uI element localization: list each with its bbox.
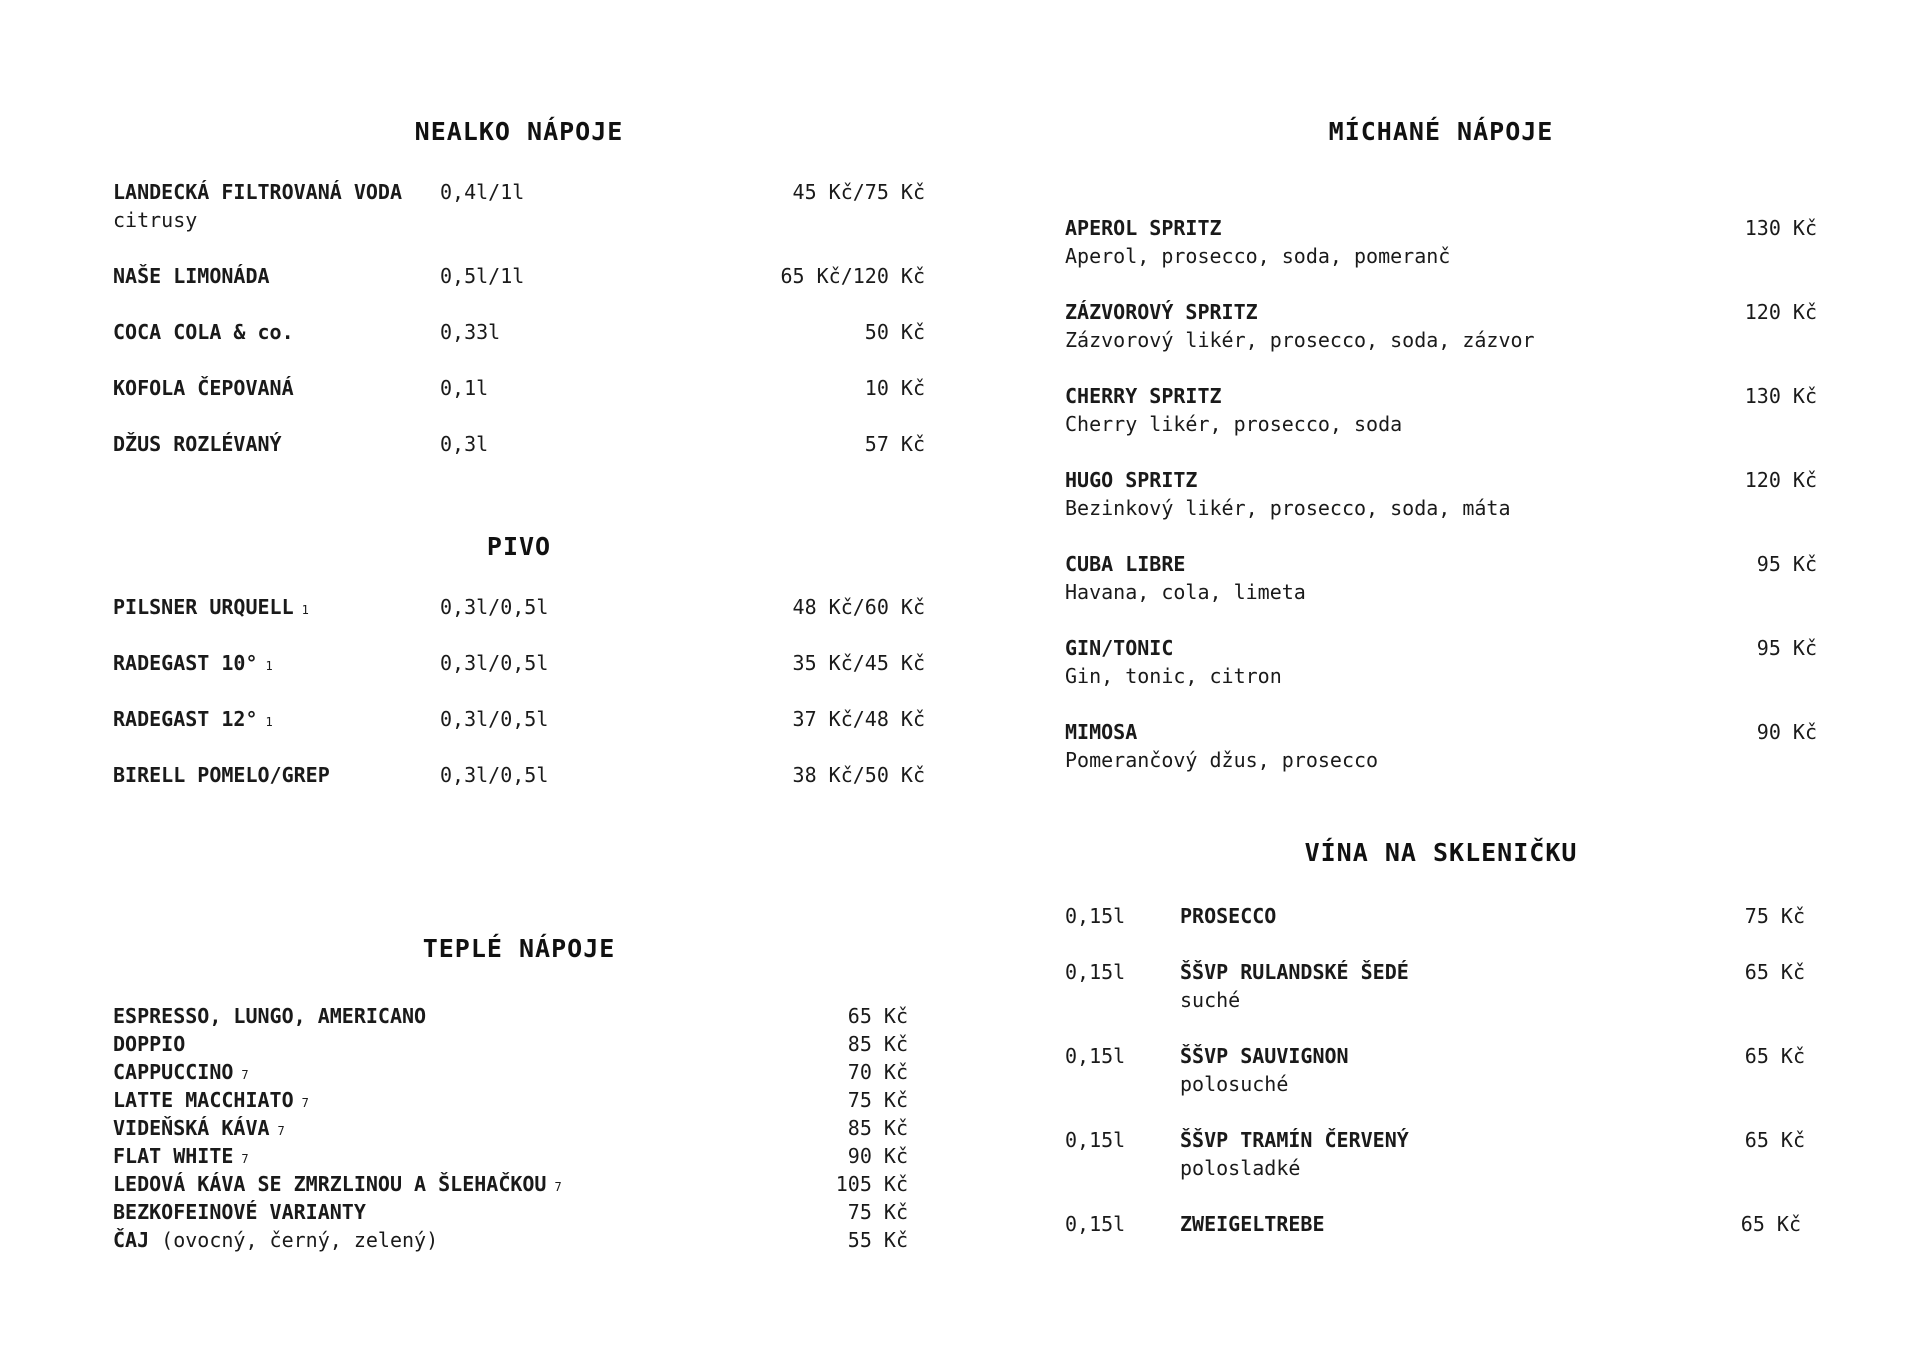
menu-item — [113, 180, 925, 232]
item-price: 55 Kč — [847, 1228, 908, 1252]
item-price: 75 Kč — [1744, 904, 1805, 928]
item-price: 85 Kč — [847, 1032, 908, 1056]
item-price: 10 Kč — [864, 376, 925, 400]
menu-item — [113, 1172, 908, 1200]
item-price: 130 Kč — [1744, 216, 1817, 240]
item-name: CUBA LIBRE — [1065, 552, 1186, 576]
item-name: CAPPUCCINO 7 — [113, 1060, 249, 1084]
item-name: CHERRY SPRITZ — [1065, 384, 1222, 408]
menu-item — [113, 1116, 908, 1144]
allergen-code: 1 — [301, 603, 309, 617]
item-price: 65 Kč — [1740, 1212, 1801, 1236]
item-price: 65 Kč/120 Kč — [780, 264, 925, 288]
menu-item — [1065, 904, 1817, 934]
item-name: PILSNER URQUELL 1 — [113, 595, 309, 619]
michane-heading: MÍCHANÉ NÁPOJE — [1328, 117, 1554, 146]
item-name: DOPPIO — [113, 1032, 186, 1056]
menu-item — [1065, 216, 1817, 268]
item-price: 35 Kč/45 Kč — [792, 651, 925, 675]
menu-item — [113, 1144, 908, 1172]
item-volume: 0,3l/0,5l — [440, 707, 549, 731]
item-detail: (ovocný, černý, zelený) — [161, 1228, 439, 1252]
item-price: 90 Kč — [1756, 720, 1817, 744]
item-ingredients: Bezinkový likér, prosecco, soda, máta — [1065, 496, 1511, 520]
item-name: BIRELL POMELO/GREP — [113, 763, 330, 787]
allergen-code: 7 — [241, 1152, 249, 1166]
menu-item — [113, 651, 925, 681]
item-volume: 0,33l — [440, 320, 501, 344]
menu-item — [113, 1088, 908, 1116]
item-volume: 0,15l — [1065, 1212, 1126, 1236]
menu-item — [1065, 1044, 1817, 1096]
item-note: polosladké — [1180, 1156, 1301, 1180]
item-price: 57 Kč — [864, 432, 925, 456]
item-name: APEROL SPRITZ — [1065, 216, 1222, 240]
item-name: VIDEŇSKÁ KÁVA 7 — [113, 1116, 285, 1140]
menu-item — [113, 1032, 908, 1060]
item-name: PROSECCO — [1180, 904, 1277, 928]
item-price: 37 Kč/48 Kč — [792, 707, 925, 731]
menu-item — [1065, 1128, 1817, 1180]
item-volume: 0,15l — [1065, 1044, 1126, 1068]
item-name: COCA COLA & co. — [113, 320, 294, 344]
item-price: 120 Kč — [1744, 300, 1817, 324]
item-price: 95 Kč — [1756, 636, 1817, 660]
menu-item — [113, 595, 925, 625]
item-price: 130 Kč — [1744, 384, 1817, 408]
item-price: 65 Kč — [1744, 960, 1805, 984]
item-price: 105 Kč — [835, 1172, 908, 1196]
menu-item — [113, 264, 925, 294]
menu-item — [1065, 468, 1817, 520]
item-price: 65 Kč — [1744, 1044, 1805, 1068]
nealko-heading: NEALKO NÁPOJE — [414, 117, 624, 146]
menu-item — [1065, 720, 1817, 772]
item-name: RADEGAST 10° 1 — [113, 651, 273, 675]
pivo-heading: PIVO — [486, 532, 552, 561]
menu-item — [1065, 300, 1817, 352]
item-volume: 0,4l/1l — [440, 180, 525, 204]
item-name: ZÁZVOROVÝ SPRITZ — [1065, 300, 1258, 324]
item-ingredients: Pomerančový džus, prosecco — [1065, 748, 1379, 772]
item-name: LATTE MACCHIATO 7 — [113, 1088, 309, 1112]
item-price: 85 Kč — [847, 1116, 908, 1140]
item-note: polosuché — [1180, 1072, 1289, 1096]
item-name: ČAJ (ovocný, černý, zelený) — [113, 1228, 439, 1252]
item-name: LANDECKÁ FILTROVANÁ VODA — [113, 180, 402, 204]
allergen-code: 7 — [301, 1096, 309, 1110]
item-volume: 0,3l/0,5l — [440, 651, 549, 675]
menu-item — [113, 432, 925, 462]
item-note: suché — [1180, 988, 1241, 1012]
item-name: BEZKOFEINOVÉ VARIANTY — [113, 1200, 366, 1224]
menu-item — [1065, 1212, 1817, 1242]
item-price: 38 Kč/50 Kč — [792, 763, 925, 787]
allergen-code: 1 — [265, 715, 273, 729]
item-price: 120 Kč — [1744, 468, 1817, 492]
menu-item — [113, 376, 925, 406]
item-price: 45 Kč/75 Kč — [792, 180, 925, 204]
item-price: 65 Kč — [847, 1004, 908, 1028]
item-ingredients: Cherry likér, prosecco, soda — [1065, 412, 1403, 436]
item-note: citrusy — [113, 208, 198, 232]
allergen-code: 1 — [265, 659, 273, 673]
item-name: NAŠE LIMONÁDA — [113, 264, 270, 288]
menu-item — [113, 1004, 908, 1032]
item-name: ESPRESSO, LUNGO, AMERICANO — [113, 1004, 427, 1028]
item-ingredients: Gin, tonic, citron — [1065, 664, 1282, 688]
item-price: 65 Kč — [1744, 1128, 1805, 1152]
menu-item — [113, 1228, 908, 1256]
menu-item — [113, 320, 925, 350]
item-price: 70 Kč — [847, 1060, 908, 1084]
item-price: 75 Kč — [847, 1088, 908, 1112]
item-name: ZWEIGELTREBE — [1180, 1212, 1325, 1236]
item-price: 48 Kč/60 Kč — [792, 595, 925, 619]
allergen-code: 7 — [241, 1068, 249, 1082]
menu-item — [1065, 960, 1817, 1012]
menu-item — [1065, 636, 1817, 688]
item-price: 50 Kč — [864, 320, 925, 344]
menu-item — [1065, 552, 1817, 604]
item-volume: 0,15l — [1065, 960, 1126, 984]
item-name: KOFOLA ČEPOVANÁ — [113, 376, 294, 400]
item-ingredients: Havana, cola, limeta — [1065, 580, 1306, 604]
allergen-code: 7 — [554, 1180, 562, 1194]
item-ingredients: Aperol, prosecco, soda, pomeranč — [1065, 244, 1451, 268]
item-volume: 0,1l — [440, 376, 489, 400]
item-name: DŽUS ROZLÉVANÝ — [113, 432, 282, 456]
menu-item — [113, 1060, 908, 1088]
item-name: FLAT WHITE 7 — [113, 1144, 249, 1168]
item-price: 95 Kč — [1756, 552, 1817, 576]
item-name: MIMOSA — [1065, 720, 1138, 744]
menu-item — [113, 763, 925, 793]
item-name: ŠŠVP SAUVIGNON — [1180, 1044, 1349, 1068]
item-name: ŠŠVP RULANDSKÉ ŠEDÉ — [1180, 960, 1409, 984]
item-price: 90 Kč — [847, 1144, 908, 1168]
item-name: HUGO SPRITZ — [1065, 468, 1198, 492]
item-name: LEDOVÁ KÁVA SE ZMRZLINOU A ŠLEHAČKOU 7 — [113, 1172, 562, 1196]
menu-item — [113, 1200, 908, 1228]
item-volume: 0,5l/1l — [440, 264, 525, 288]
teple-heading: TEPLÉ NÁPOJE — [422, 934, 616, 963]
item-name: ŠŠVP TRAMÍN ČERVENÝ — [1180, 1128, 1409, 1152]
menu-item — [113, 707, 925, 737]
item-volume: 0,15l — [1065, 904, 1126, 928]
item-name: GIN/TONIC — [1065, 636, 1174, 660]
item-name: RADEGAST 12° 1 — [113, 707, 273, 731]
vina-heading: VÍNA NA SKLENIČKU — [1304, 838, 1578, 867]
item-volume: 0,3l/0,5l — [440, 763, 549, 787]
menu-item — [1065, 384, 1817, 436]
item-volume: 0,3l — [440, 432, 489, 456]
item-volume: 0,3l/0,5l — [440, 595, 549, 619]
item-volume: 0,15l — [1065, 1128, 1126, 1152]
item-ingredients: Zázvorový likér, prosecco, soda, zázvor — [1065, 328, 1535, 352]
item-price: 75 Kč — [847, 1200, 908, 1224]
allergen-code: 7 — [277, 1124, 285, 1138]
